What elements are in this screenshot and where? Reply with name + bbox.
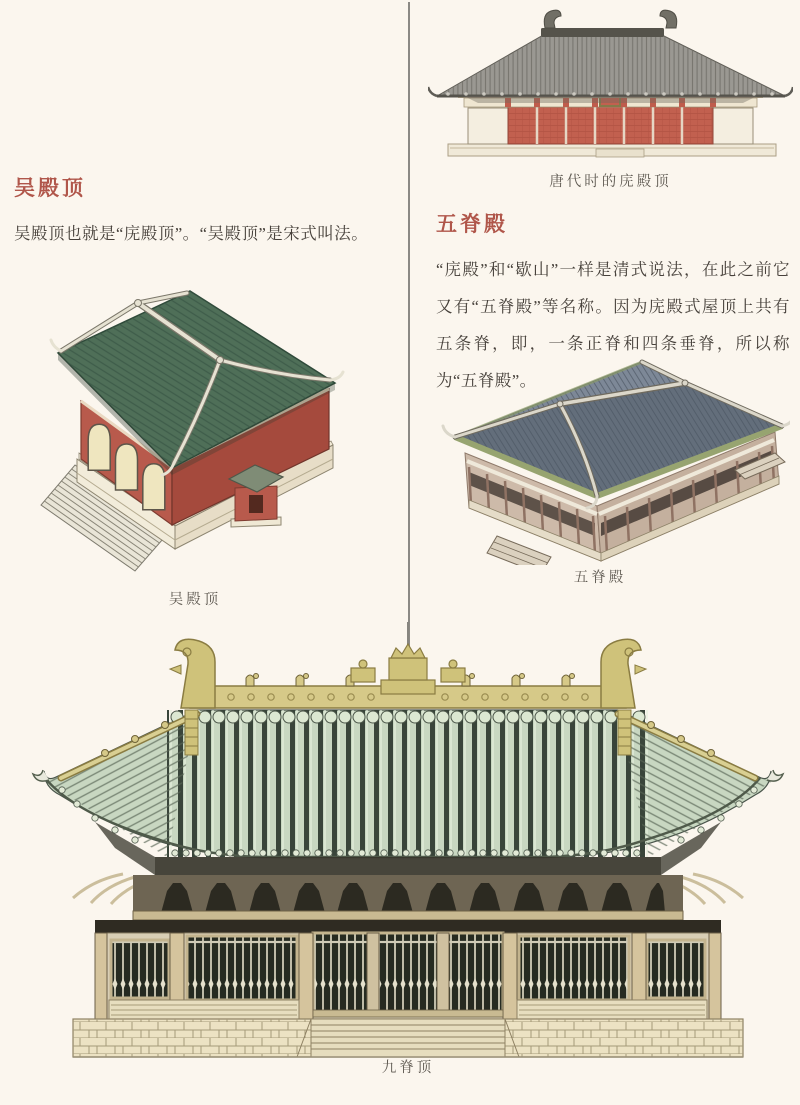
wudianding-caption: 吴殿顶 [168,592,222,608]
section-heading-wudianding: 吴殿顶 [14,177,86,200]
wujidian-caption: 五脊殿 [573,570,627,586]
section-heading-wujidian: 五脊殿 [436,213,508,236]
jiujiding-illustration [15,622,790,1059]
wudianding-illustration [25,283,365,583]
tang-hall-caption: 唐代时的庑殿顶 [549,174,672,190]
jiujiding-caption: 九脊顶 [381,1060,435,1076]
wujidian-illustration [435,350,790,565]
section-body-wudianding: 吴殿顶也就是“庑殿顶”。“吴殿顶”是宋式叫法。 [14,224,369,243]
finial-pole-line [408,2,410,646]
section-body-wujidian: “庑殿”和“歇山”一样是清式说法，在此之前它又有“五脊殿”等名称。因为庑殿式屋顶上共有五条脊，即，一条正脊和四条垂脊，所以称为“五脊殿”。 [436,260,790,390]
tang-hall-illustration [428,6,793,164]
